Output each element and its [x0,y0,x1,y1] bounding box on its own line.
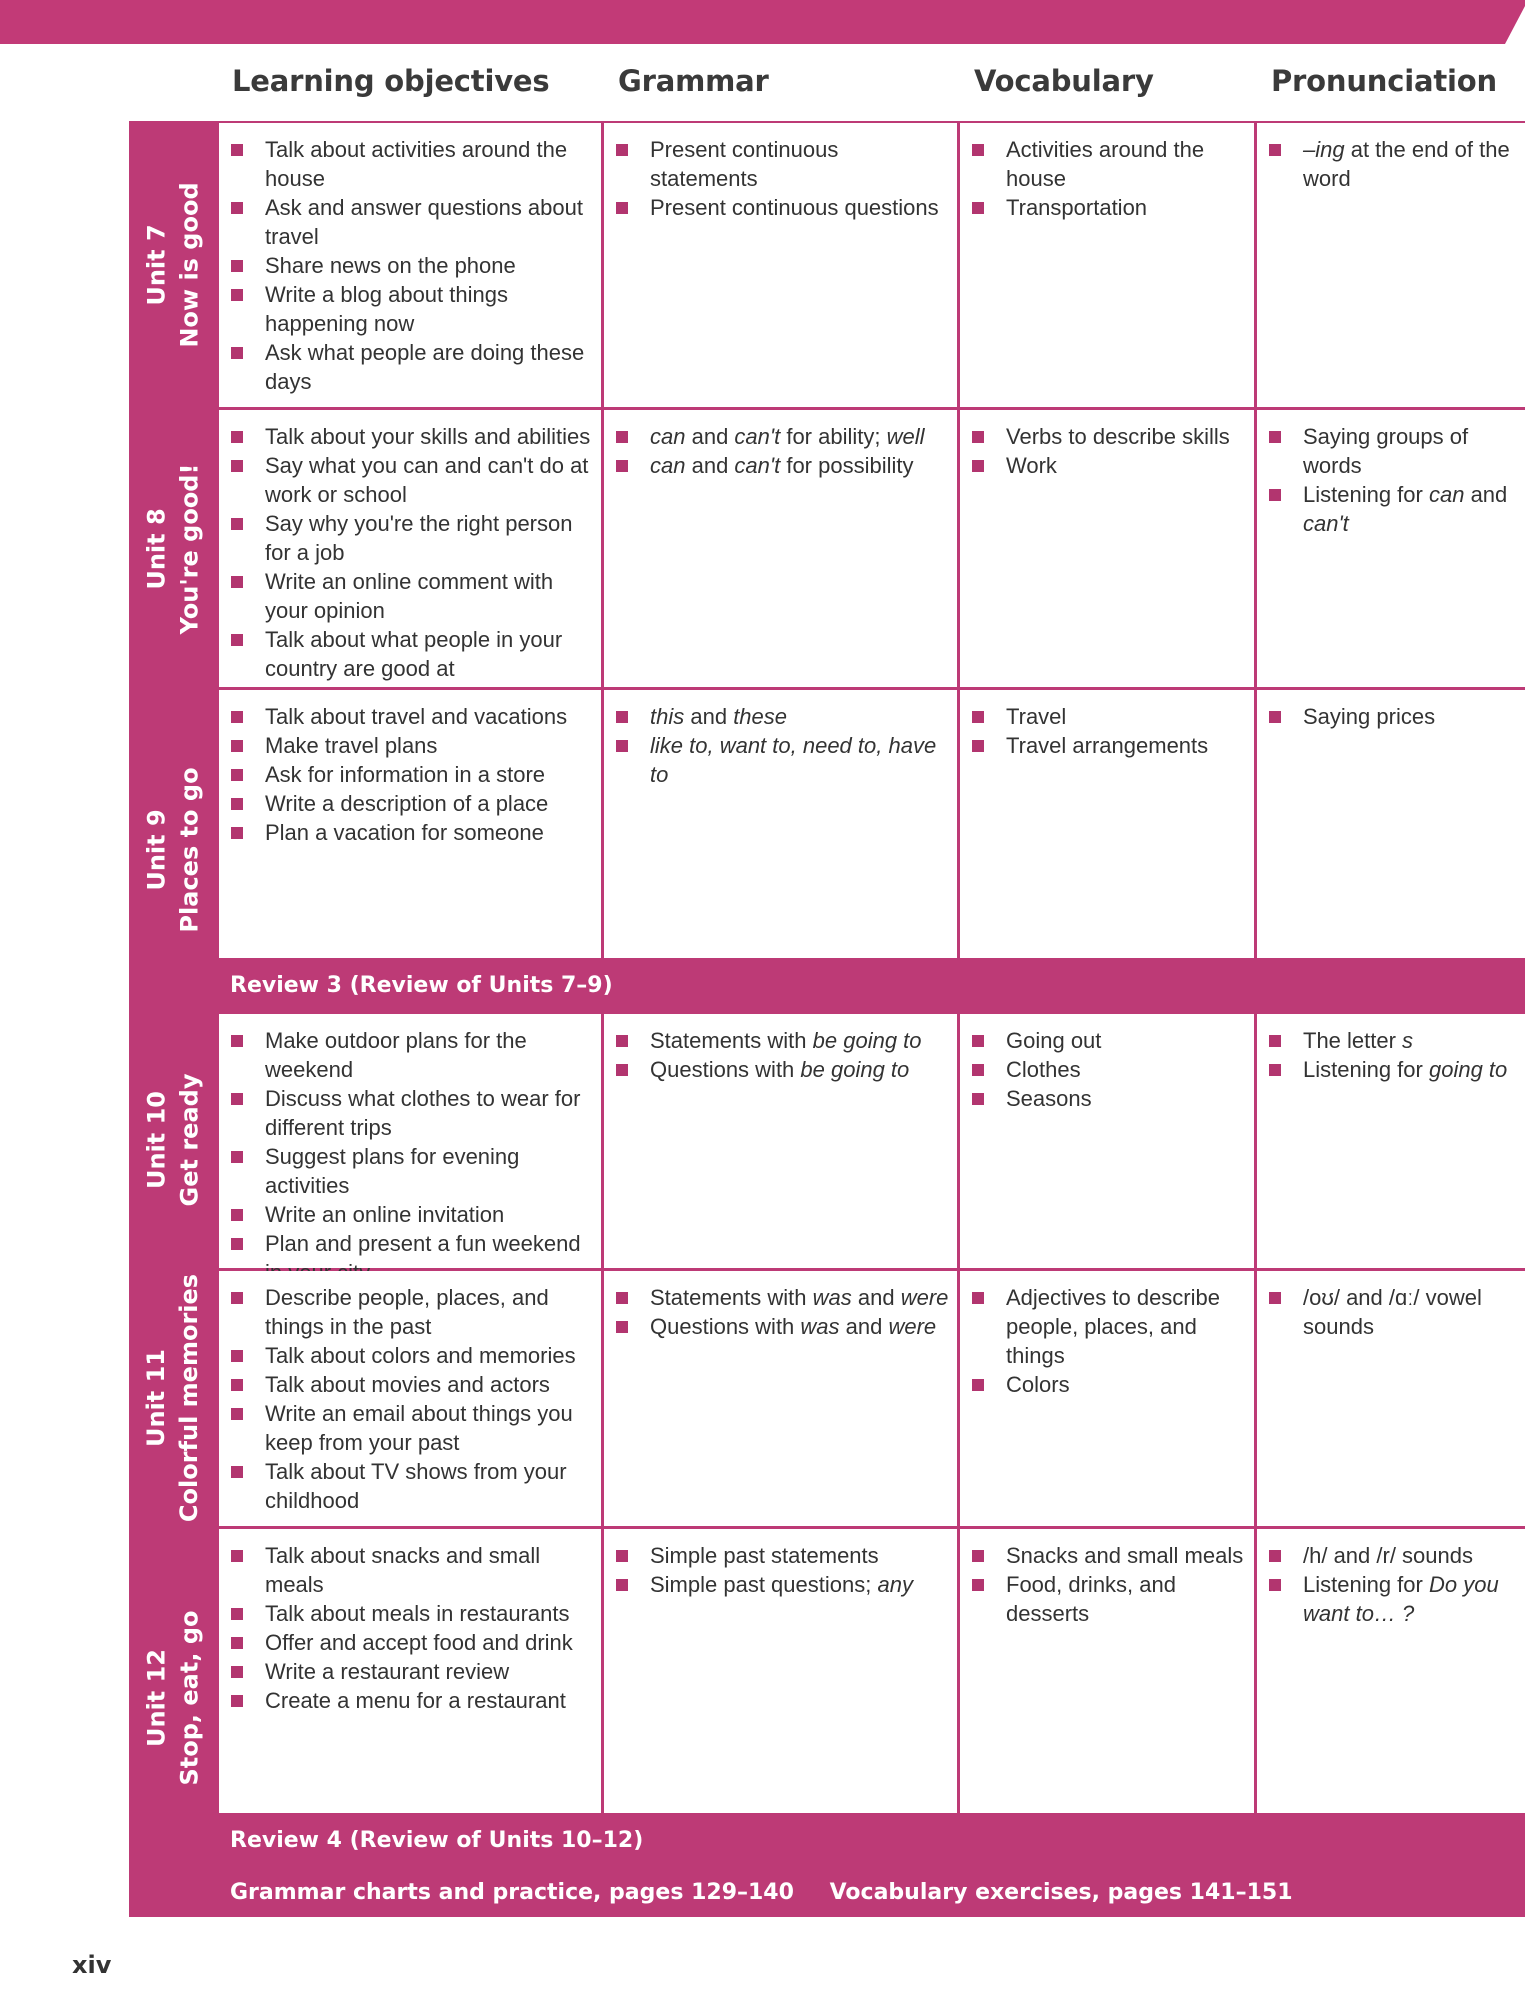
list-item: Talk about snacks and small meals [231,1541,593,1599]
text-segment: and [685,453,735,478]
text-segment: –ing [1303,137,1345,162]
text-segment: for ability; [780,424,887,449]
list-item: /oʊ/ and /ɑː/ vowel sounds [1269,1283,1517,1341]
text-segment: going to [1428,1057,1508,1082]
list-item [616,1283,949,1312]
unit-tab-label [141,767,207,932]
list-item [616,1312,949,1341]
unit-12-vocabulary-cell [960,1529,1254,1813]
unit-number: Unit 12 [142,1648,171,1748]
list-item: Talk about movies and actors [231,1370,593,1399]
list-item: Snacks and small meals [972,1541,1246,1570]
list-item [616,451,949,480]
list-item: Seasons [972,1084,1246,1113]
unit-11-grammar-cell [604,1271,957,1526]
text-segment: The letter [1303,1028,1403,1053]
unit-7-learning-cell [219,123,601,407]
grammar-charts-label: Grammar charts and practice, pages 129–140 [230,1880,794,1905]
text-segment: can [1428,482,1465,507]
list-item: Talk about colors and memories [231,1341,593,1370]
list-item: Verbs to describe skills [972,422,1246,451]
list-item [616,1026,949,1055]
text-segment: Questions with [650,1314,801,1339]
unit-tab-label [141,463,207,634]
text-segment: was [812,1285,852,1310]
list-item: Travel [972,702,1246,731]
list-item [616,1570,949,1599]
unit-12-learning-cell [219,1529,601,1813]
list-item: /h/ and /r/ sounds [1269,1541,1517,1570]
list-item: Present continuous statements [616,135,949,193]
unit-title: Colorful memories [175,1273,204,1523]
unit-7-grammar-cell [604,123,957,407]
list-item [616,731,949,789]
grammar-list [616,1283,949,1341]
list-item: Offer and accept food and drink [231,1628,593,1657]
unit-10-learning-cell [219,1014,601,1268]
list-item: Saying groups of words [1269,422,1517,480]
header-learning-objectives: Learning objectives [232,64,550,98]
vocabulary-list [972,702,1246,760]
list-item: Talk about activities around the house [231,135,593,193]
header-grammar: Grammar [618,64,769,98]
list-item: Talk about travel and vacations [231,702,593,731]
review-4-bar: Review 4 (Review of Units 10–12) [230,1828,644,1853]
list-item: Write an email about things you keep from your past [231,1399,593,1457]
grammar-list [616,702,949,789]
text-segment: for possibility [780,453,914,478]
text-segment: be going to [812,1028,922,1053]
unit-9-pronunciation-cell [1257,690,1525,958]
text-segment: were [900,1285,949,1310]
list-item: Transportation [972,193,1246,222]
text-segment: Listening for [1303,482,1429,507]
list-item: Plan and present a fun weekend [231,1229,593,1287]
unit-title: Now is good [175,181,204,348]
text-segment: well [886,424,925,449]
unit-8-tab [129,408,218,689]
grammar-list [616,135,949,222]
list-item: Present continuous questions [616,193,949,222]
unit-8-learning-cell [219,410,601,687]
list-item: Colors [972,1370,1246,1399]
list-item: Ask for information in a store [231,760,593,789]
grammar-list [616,1541,949,1599]
unit-number: Unit 8 [142,507,171,590]
vocab-exercises-label: Vocabulary exercises, pages 141–151 [829,1880,1293,1905]
learning-list [231,422,593,683]
list-item [1269,480,1517,538]
pronunciation-list [1269,1283,1517,1341]
unit-9-vocabulary-cell [960,690,1254,958]
list-item: Talk about TV shows from your childhood [231,1457,593,1515]
text-segment: can't [734,424,781,449]
vocabulary-list [972,1283,1246,1399]
grammar-list [616,1026,949,1084]
vocabulary-list [972,135,1246,222]
list-item: Simple past statements [616,1541,949,1570]
unit-title: Places to go [175,767,204,933]
text-segment: be going to [800,1057,910,1082]
list-item: Write a description of a place [231,789,593,818]
unit-7-vocabulary-cell [960,123,1254,407]
unit-12-pronunciation-cell [1257,1529,1525,1813]
unit-title: Get ready [175,1073,204,1207]
unit-number: Unit 11 [142,1348,171,1448]
unit-8-vocabulary-cell [960,410,1254,687]
list-item [1269,1026,1517,1055]
text-segment: Listening for [1303,1572,1429,1597]
pronunciation-list [1269,135,1517,193]
learning-list [231,1541,593,1715]
unit-12-tab [129,1527,218,1869]
text-segment: Statements with [650,1028,813,1053]
text-segment: was [800,1314,840,1339]
header-vocabulary: Vocabulary [974,64,1154,98]
text-segment: Statements with [650,1285,813,1310]
scope-table [129,121,1525,1917]
text-segment: were [888,1314,937,1339]
learning-list [231,135,593,396]
list-item: Plan a vacation for someone [231,818,593,847]
list-item: Discuss what clothes to wear for different trips [231,1084,593,1142]
unit-10-tab [129,1011,218,1269]
pronunciation-list [1269,1026,1517,1084]
unit-11-pronunciation-cell [1257,1271,1525,1526]
page-number: xiv [72,1951,112,1979]
list-item [1269,1055,1517,1084]
text-segment: at the end of the word [1303,137,1510,191]
list-item: Clothes [972,1055,1246,1084]
list-item: Write a restaurant review [231,1657,593,1686]
unit-7-pronunciation-cell [1257,123,1525,407]
list-item: Talk about what people in your country are good at [231,625,593,683]
text-segment: and [684,704,734,729]
footer-bar [129,1869,1525,1917]
unit-11-vocabulary-cell [960,1271,1254,1526]
list-item: Work [972,451,1246,480]
unit-title: You're good! [175,463,204,634]
list-item: Say why you're the right person for a job [231,509,593,567]
unit-11-tab [129,1269,218,1527]
unit-10-vocabulary-cell [960,1014,1254,1268]
unit-number: Unit 10 [142,1090,171,1190]
list-item: Write an online invitation [231,1200,593,1229]
text-segment: can [650,424,686,449]
text-segment: like to, want to, need to, have to [650,733,937,787]
list-item: Ask and answer questions about travel [231,193,593,251]
vocabulary-list [972,422,1246,480]
list-item: Say what you can and can't do at work or school [231,451,593,509]
list-item: Talk about your skills and abilities [231,422,593,451]
list-item: Write an online comment with your opinion [231,567,593,625]
list-item [1269,135,1517,193]
text-segment: can't [734,453,781,478]
unit-7-tab [129,121,218,408]
list-item [616,1055,949,1084]
list-item [1269,1570,1517,1628]
text-segment: can [650,453,686,478]
list-item: Ask what people are doing these days [231,338,593,396]
unit-tab-label [141,1274,207,1522]
list-item: Food, drinks, and desserts [972,1570,1246,1628]
learning-list [231,1026,593,1287]
list-item: Share news on the phone [231,251,593,280]
grammar-list [616,422,949,480]
list-item [616,702,949,731]
unit-12-grammar-cell [604,1529,957,1813]
unit-tab-label [141,1611,207,1786]
text-segment: and [1464,482,1508,507]
unit-9-learning-cell [219,690,601,958]
text-segment: any [877,1572,913,1597]
text-segment: and [839,1314,889,1339]
text-segment: Listening for [1303,1057,1429,1082]
review-3-bar: Review 3 (Review of Units 7–9) [230,973,613,998]
unit-10-pronunciation-cell [1257,1014,1525,1268]
unit-11-learning-cell [219,1271,601,1526]
unit-8-pronunciation-cell [1257,410,1525,687]
text-segment: these [733,704,788,729]
unit-10-grammar-cell [604,1014,957,1268]
text-segment: can't [1303,511,1349,536]
unit-title: Stop, eat, go [175,1610,204,1786]
list-item: Activities around the house [972,135,1246,193]
text-segment: s [1402,1028,1414,1053]
list-item: Saying prices [1269,702,1517,731]
text-segment: Do you want to… ? [1303,1572,1499,1626]
list-item: Write a blog about things happening now [231,280,593,338]
top-banner [0,0,1525,44]
list-item: Make outdoor plans for the weekend [231,1026,593,1084]
unit-number: Unit 9 [142,809,171,891]
list-item: Talk about meals in restaurants [231,1599,593,1628]
text-segment: and [851,1285,901,1310]
list-item: Going out [972,1026,1246,1055]
unit-9-tab [129,689,218,1011]
vocabulary-list [972,1026,1246,1113]
list-item: Make travel plans [231,731,593,760]
list-item: Describe people, places, and things in the past [231,1283,593,1341]
unit-8-grammar-cell [604,410,957,687]
text-segment: Simple past questions; [650,1572,878,1597]
list-item: Adjectives to describe people, places, and things [972,1283,1246,1370]
unit-number: Unit 7 [142,223,171,306]
text-segment: Questions with [650,1057,801,1082]
pronunciation-list [1269,702,1517,731]
learning-list [231,702,593,847]
pronunciation-list [1269,422,1517,538]
unit-tab-label [141,1074,207,1207]
vocabulary-list [972,1541,1246,1628]
learning-list [231,1283,593,1515]
text-segment: this [650,704,685,729]
unit-9-grammar-cell [604,690,957,958]
unit-tab-label [141,182,207,347]
list-item: Suggest plans for evening activities [231,1142,593,1200]
text-segment: and [685,424,735,449]
pronunciation-list [1269,1541,1517,1628]
list-item [616,422,949,451]
list-item: Travel arrangements [972,731,1246,760]
header-pronunciation: Pronunciation [1271,64,1497,98]
list-item: Create a menu for a restaurant [231,1686,593,1715]
